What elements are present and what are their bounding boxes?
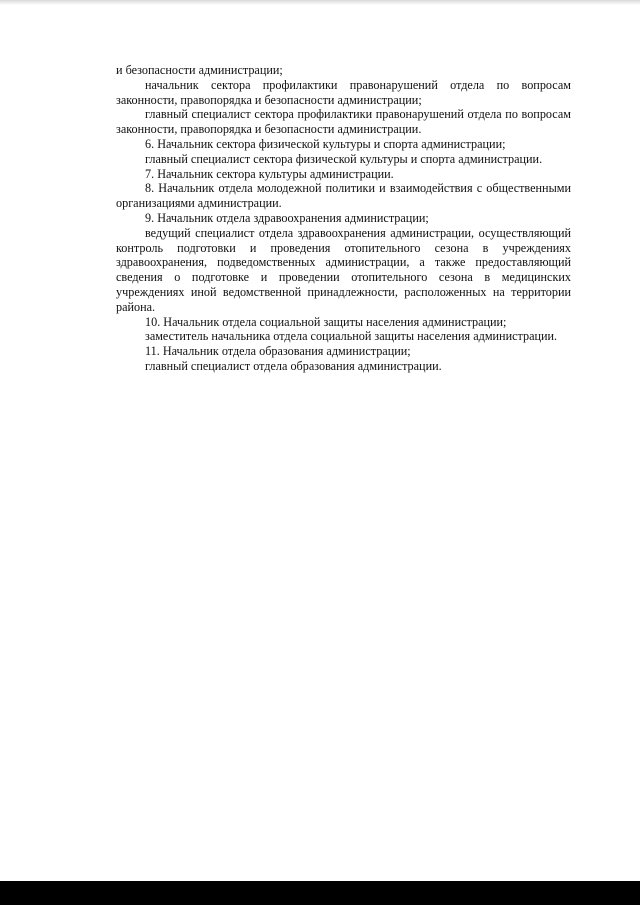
paragraph-item-7: 7. Начальник сектора культуры администрации. [145,166,394,181]
paragraph: ведущий специалист отдела здравоохранения администрации, осуществляющий контроль подготовки и проведения отопительного сезона в учреждениях здравоохранения, подведомственных администрации, а также предоставляющий сведения о подготовке и проведении отопительного сезона в медицинских учреждениях иной ведомственной принадлежности, расположенных на территории района. [116,225,571,314]
scan-edge-bottom [0,881,640,905]
paragraph-item-8: 8. Начальник отдела молодежной политики и взаимодействия с общественными организациями администрации. [116,181,571,211]
scan-edge-top [0,0,640,5]
paragraph-continuation: и безопасности администрации; [116,63,283,77]
paragraph-item-11: 11. Начальник отдела образования администрации; [145,344,411,359]
paragraph: главный специалист сектора физической культуры и спорта администрации. [145,151,543,166]
paragraph-item-9: 9. Начальник отдела здравоохранения администрации; [145,210,429,225]
paragraph: главный специалист отдела образования администрации. [145,358,442,373]
paragraph: главный специалист сектора профилактики правонарушений отдела по вопросам законности, правопорядка и безопасности администрации. [116,107,571,137]
paragraph: начальник сектора профилактики правонарушений отдела по вопросам законности, правопорядка и безопасности администрации; [116,77,571,107]
document-body [116,63,571,374]
paragraph-item-6: 6. Начальник сектора физической культуры и спорта администрации; [145,136,506,151]
paragraph: заместитель начальника отдела социальной защиты населения администрации. [145,329,558,344]
paragraph-item-10: 10. Начальник отдела социальной защиты населения администрации; [145,314,507,329]
